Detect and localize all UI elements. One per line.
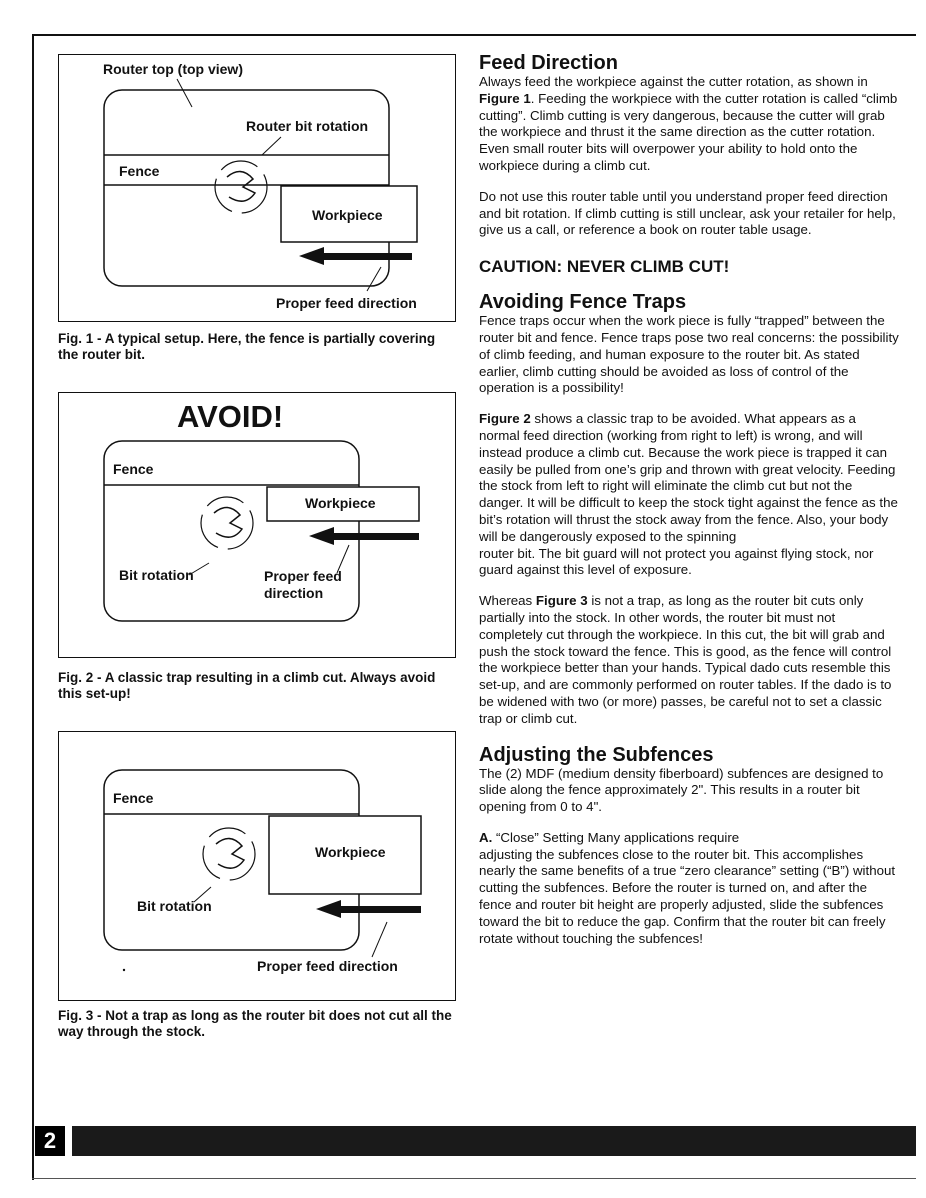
feed-direction-paragraph-2: Do not use this router table until you understand proper feed direction and bit rotation. If climb cutting is still unclear, ask your retailer for help, give us a call, or reference a book on router table usage.: [479, 188, 896, 238]
avoid-heading: AVOID!: [177, 399, 284, 434]
footer-bar: [72, 1126, 916, 1156]
subfences-paragraph-2: A. “Close” Setting Many applications require adjusting the subfences close to the router bit. This accomplishes nearly the same benefits of a true “zero clearance” setting (“B”) without cutting the subfences. Before the router is turned on, and after the fence and router bit height are properly adjusted, slide the subfences toward the bit to reduce the gap. Confirm that the router bit can freely rotate without touching the subfences!: [479, 829, 896, 946]
workpiece-label: Workpiece: [312, 207, 383, 223]
workpiece-label: Workpiece: [305, 495, 376, 511]
figure-3-caption: Fig. 3 - Not a trap as long as the router bit does not cut all the way through the stock.: [58, 1008, 452, 1039]
fence-traps-heading: Avoiding Fence Traps: [479, 291, 687, 314]
feed-direction-label: Proper feed direction: [257, 958, 398, 974]
left-rule: [32, 34, 34, 1180]
figure-1-drawing: [59, 55, 455, 321]
feed-direction-heading: Feed Direction: [479, 52, 618, 74]
workpiece-label: Workpiece: [315, 844, 386, 860]
bottom-rule: [32, 1178, 916, 1179]
router-bit-rotation-label: Router bit rotation: [246, 118, 369, 134]
fence-traps-paragraph-1: Fence traps occur when the work piece is fully “trapped” between the router bit and fence. Fence traps pose two real concerns: the possibility of climb feeding, and human exposure to the router bit. As stated earlier, climb cutting should be avoided as loss of control of the operation is a possibility!: [479, 313, 899, 396]
fence-label: Fence: [119, 163, 160, 179]
bit-rotation-label: Bit rotation: [137, 898, 212, 914]
fence-traps-paragraph-2: Figure 2 shows a classic trap to be avoided. What appears as a normal feed direction (working from right to left) is wrong, and will instead produce a climb cut. Because the work piece is trapped it can easily be pulled from one’s grip and thrown with great velocity. Feeding the stock from left to right will eliminate the climb cut but not the danger. It will be difficult to keep the stock tight against the fence as the bit’s rotation will thrust the stock away from the fence. Also, your body will be dangerously exposed to the spinning router bit. The bit guard will not protect you against flying stock, nor guard against this level of exposure.: [479, 411, 898, 578]
feed-direction-paragraph-1: Always feed the workpiece against the cutter rotation, as shown in Figure 1. Feeding the workpiece with the cutter rotation is called “climb cutting”. Climb cutting is very dangerous, because the cutter will grab the workpiece and thrust it the same direction as the cutter rotation. Even small router bits will overpower your ability to hold onto the workpiece during a climb cut.: [479, 74, 898, 173]
figure-3: [58, 731, 456, 1001]
fence-traps-paragraph-3: Whereas Figure 3 is not a trap, as long as the router bit cuts only partially into the stock. In other words, the router bit must not completely cut through the workpiece. In this cut, the bit will grab and push the stock toward the fence. This is good, as the fence will control the workpiece better than your hands. Typical dado cuts resemble this set-up, and are commonly performed on router tables. If the dado is to be widened with two (or more) passes, be careful not to set a classic trap or climb cut.: [479, 593, 892, 726]
router-top-label: Router top (top view): [103, 61, 243, 77]
figure-1: [58, 54, 456, 322]
top-rule: [32, 34, 916, 36]
caution-heading: CAUTION: NEVER CLIMB CUT!: [479, 257, 730, 277]
feed-direction-label-line1: Proper feed: [264, 568, 342, 584]
feed-direction-label: Proper feed direction: [276, 295, 417, 311]
subfences-heading: Adjusting the Subfences: [479, 743, 714, 766]
fence-label: Fence: [113, 461, 154, 477]
figure-2: [58, 392, 456, 658]
figure-1-caption: Fig. 1 - A typical setup. Here, the fence is partially covering the router bit.: [58, 331, 436, 362]
page-number: 2: [35, 1126, 65, 1156]
fence-label: Fence: [113, 790, 154, 806]
text-column: [479, 52, 899, 947]
bit-rotation-label: Bit rotation: [119, 567, 194, 583]
feed-direction-label-line2: direction: [264, 585, 324, 601]
figure-2-caption: Fig. 2 - A classic trap resulting in a climb cut. Always avoid this set-up!: [58, 670, 436, 701]
subfences-paragraph-1: The (2) MDF (medium density fiberboard) subfences are designed to slide along the fence approximately 2". This results in a router bit opening from 0 to 4".: [479, 765, 884, 815]
